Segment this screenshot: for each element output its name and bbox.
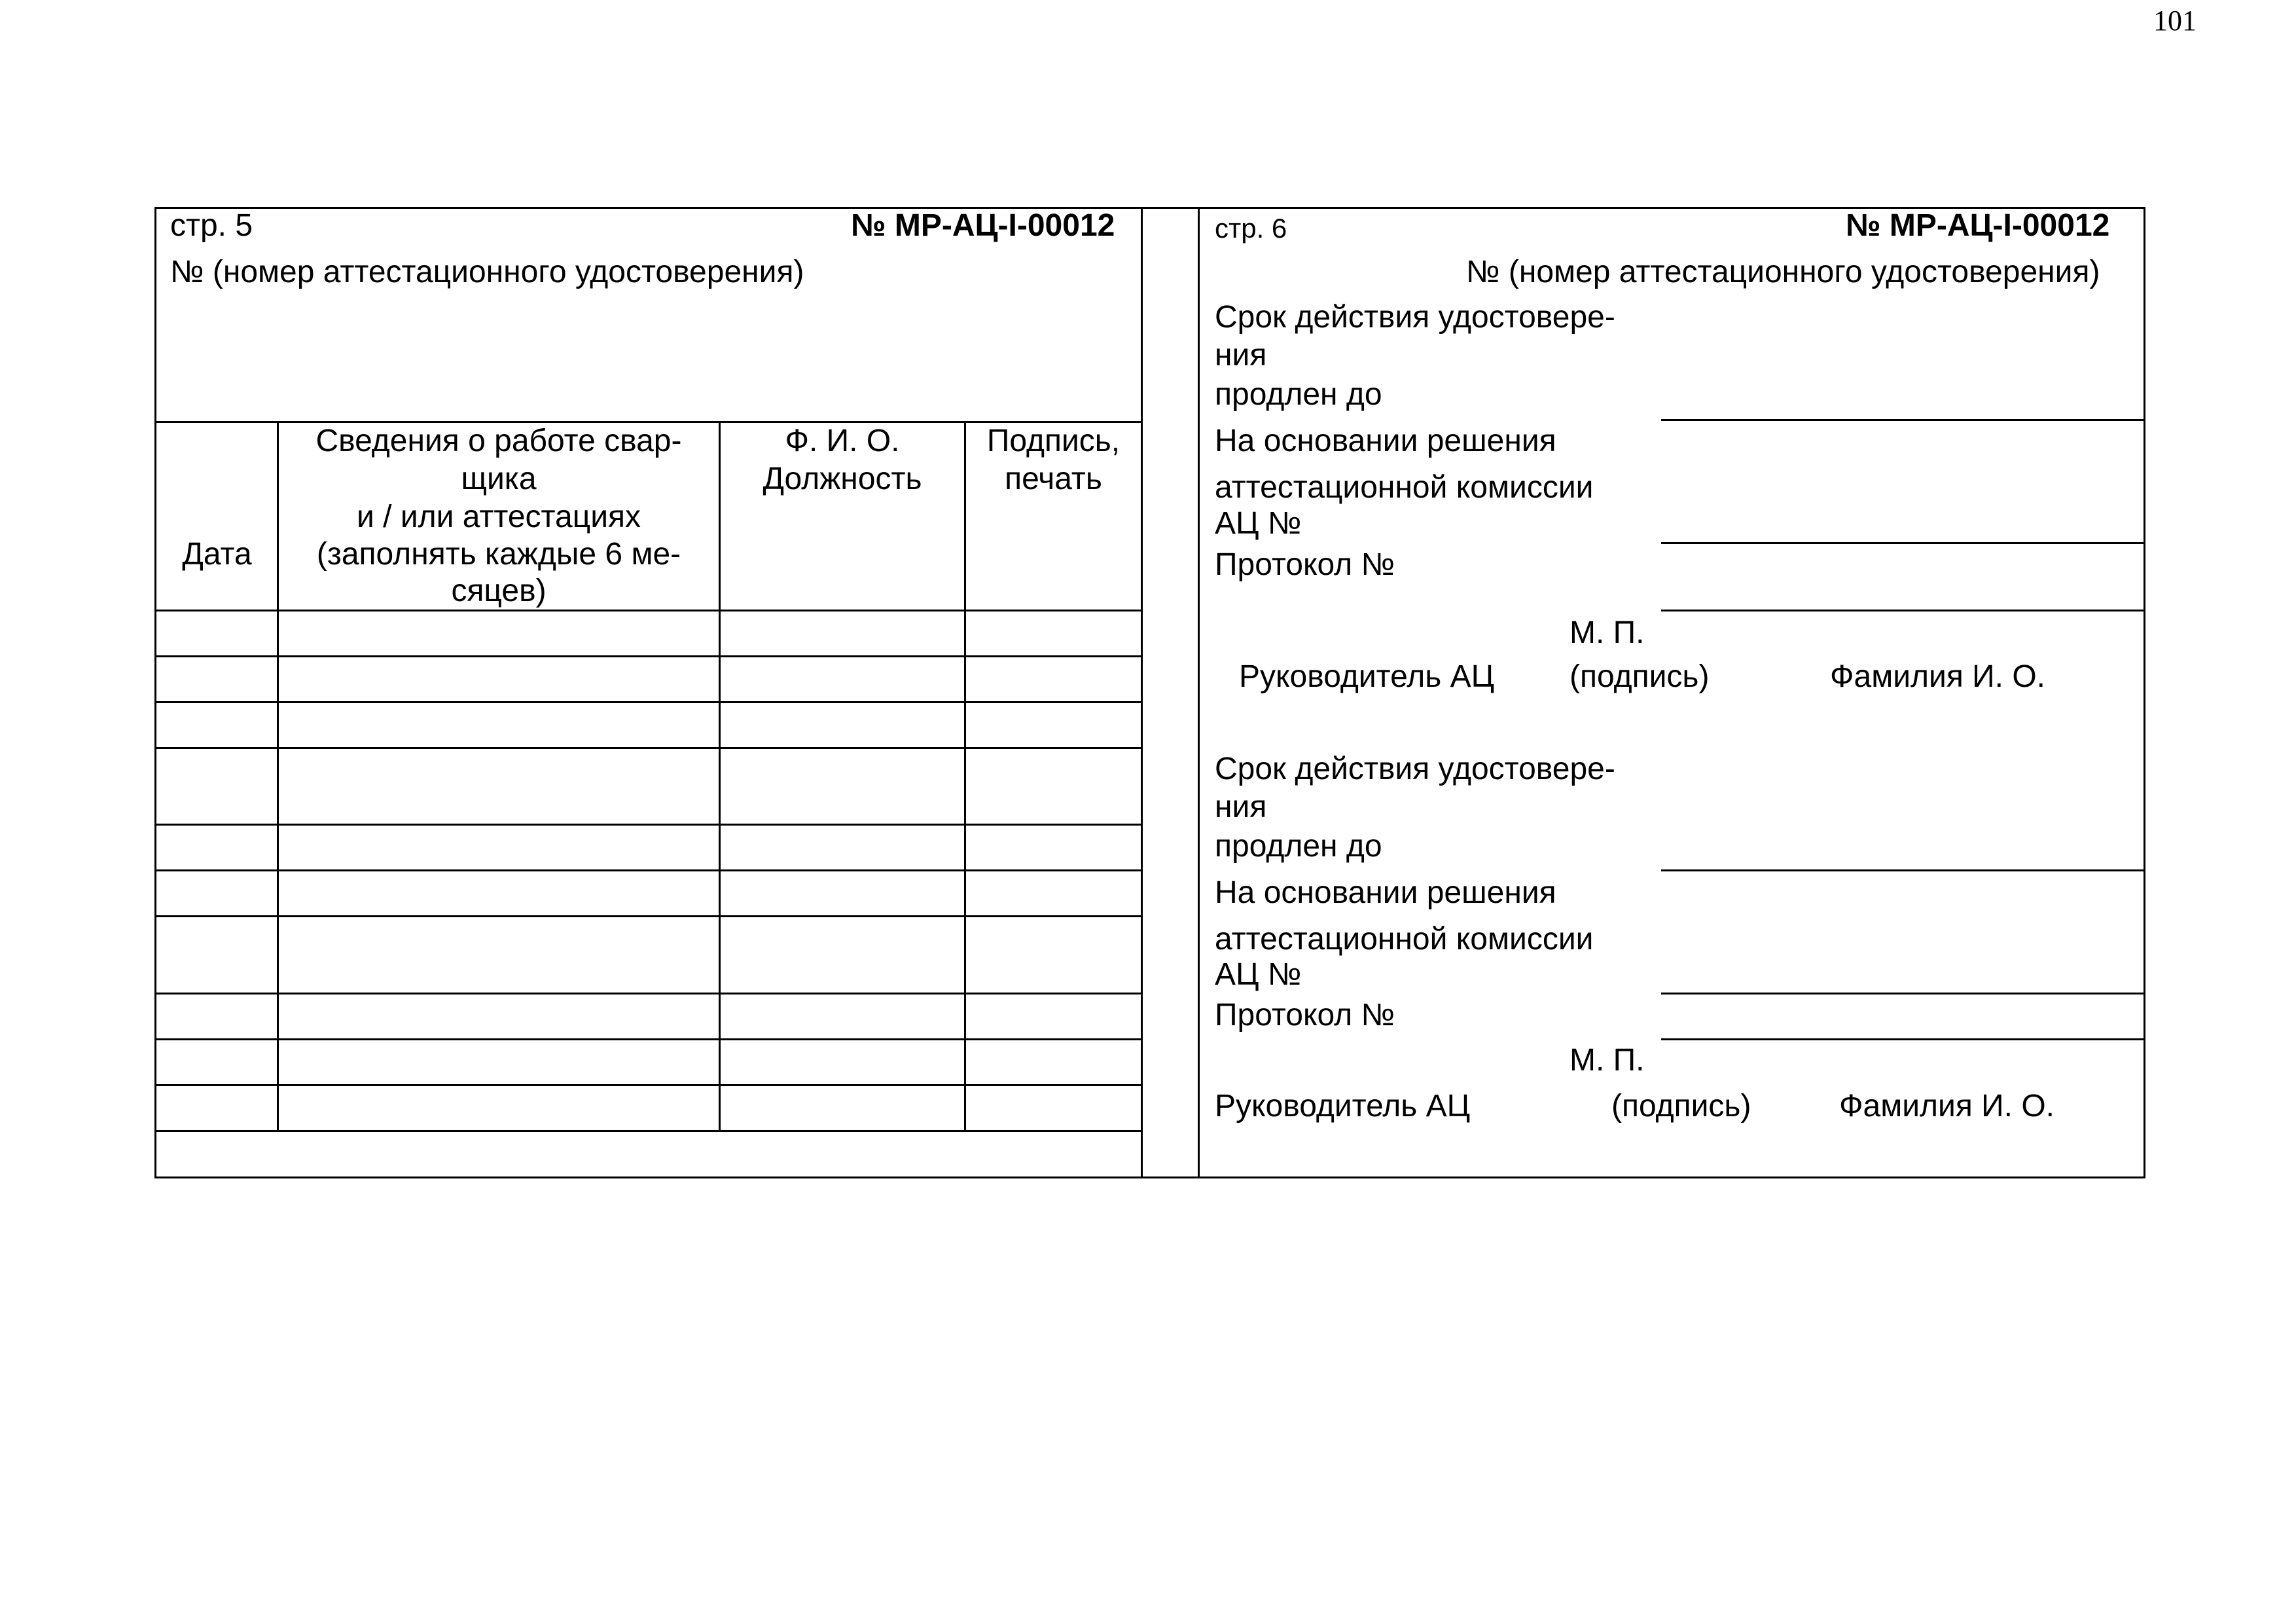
protocol-label: Протокол № [1215, 998, 1395, 1032]
commission-label: аттестационной комиссии [1215, 922, 1594, 957]
signature-label: (подпись) [1570, 659, 1710, 694]
protocol-label: Протокол № [1215, 547, 1395, 582]
left-page-label: стр. 5 [170, 208, 253, 243]
head-label: Руководитель АЦ [1215, 1089, 1471, 1123]
right-cert-caption: № (номер аттестационного удостоверения) [1466, 255, 2100, 289]
col-header-date: Дата [182, 537, 252, 572]
name-label: Фамилия И. О. [1830, 659, 2045, 694]
head-label: Руководитель АЦ [1239, 659, 1495, 694]
commission-label: аттестационной комиссии [1215, 470, 1594, 505]
right-page-label: стр. 6 [1215, 213, 1287, 244]
validity-label: Срок действия удостовере- [1215, 300, 1615, 335]
signature-label: (подпись) [1611, 1089, 1751, 1123]
basis-label: На основании решения [1215, 875, 1556, 910]
validity-label: Срок действия удостовере- [1215, 752, 1615, 786]
basis-label: На основании решения [1215, 424, 1556, 458]
left-cert-caption: № (номер аттестационного удостоверения) [170, 255, 804, 289]
left-cert-number: № МР-АЦ-I-00012 [851, 208, 1115, 243]
name-label: Фамилия И. О. [1839, 1089, 2054, 1123]
page-number: 101 [2153, 5, 2197, 37]
right-cert-number: № МР-АЦ-I-00012 [1846, 208, 2110, 243]
stamp-label: М. П. [1570, 615, 1645, 650]
stamp-label: М. П. [1570, 1043, 1645, 1078]
